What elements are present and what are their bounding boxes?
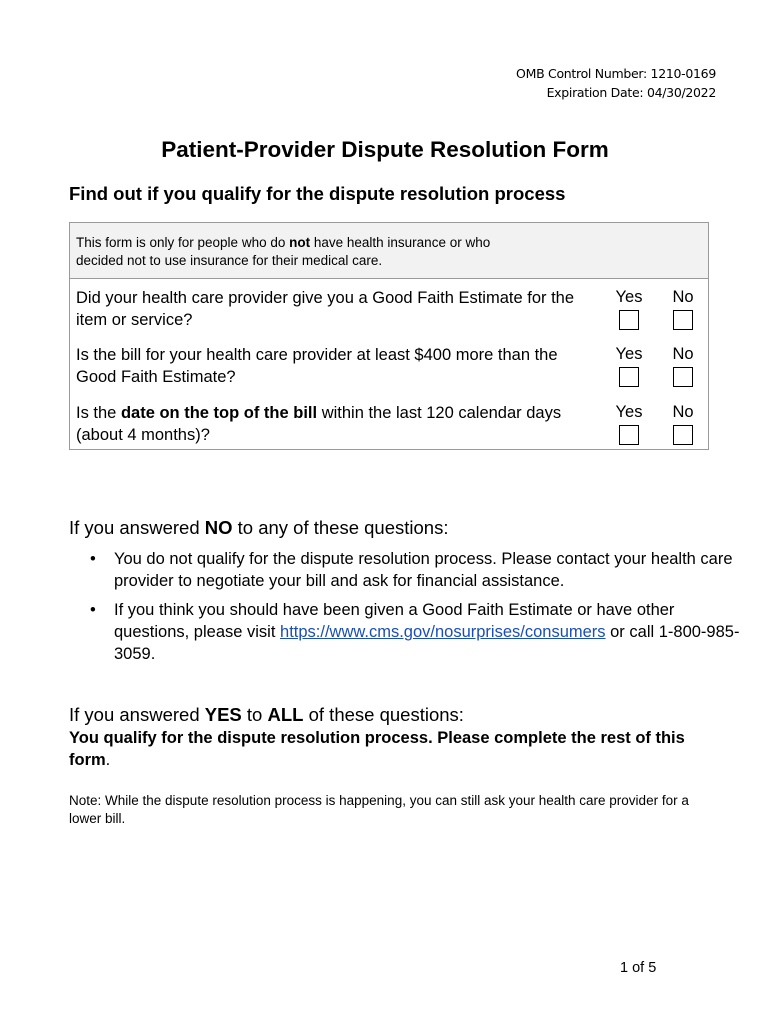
question-text: Is the bill for your health care provider at least $400 more than the Good Faith Estimate?: [76, 346, 558, 386]
eligibility-questions-table: [69, 222, 709, 450]
yes-checkbox[interactable]: [619, 367, 639, 387]
qualify-statement: You qualify for the dispute resolution process. Please complete the rest of this form.: [69, 729, 685, 769]
no-label: No: [672, 288, 694, 306]
yes-checkbox[interactable]: [619, 310, 639, 330]
no-option: [663, 286, 703, 330]
question-emphasis: date on the top of the bill: [120, 404, 318, 422]
question-row-bill-date: [70, 395, 708, 453]
no-checkbox[interactable]: [673, 367, 693, 387]
question-text: Did your health care provider give you a Good Faith Estimate for the item or service?: [76, 289, 575, 329]
no-label: No: [672, 345, 694, 363]
page-title: Patient-Provider Dispute Resolution Form: [161, 137, 609, 162]
yes-label: Yes: [615, 403, 643, 421]
notice-emphasis: not: [289, 235, 311, 250]
question-row-bill-amount: [70, 337, 708, 395]
page-number: 1 of 5: [620, 960, 657, 976]
yes-option: [609, 343, 649, 387]
omb-info: [516, 64, 716, 102]
yes-option: [609, 401, 649, 445]
page-subtitle: Find out if you qualify for the dispute resolution process: [69, 183, 566, 204]
no-option: [663, 401, 703, 445]
question-text: Is the date on the top of the bill within the last 120 calendar days (about 4 months)?: [76, 404, 562, 444]
omb-control-number: OMB Control Number: 1210-0169: [516, 66, 716, 81]
yes-option: [609, 286, 649, 330]
yes-label: Yes: [615, 288, 643, 306]
expiration-date: Expiration Date: 04/30/2022: [546, 85, 716, 100]
question-row-good-faith-estimate: [70, 280, 708, 338]
no-option: [663, 343, 703, 387]
no-answer-heading: If you answered NO to any of these questions:: [69, 517, 449, 538]
eligibility-notice: This form is only for people who do not have health insurance or who decided not to use insurance for their medical care.: [70, 223, 708, 279]
consumers-link[interactable]: https://www.cms.gov/nosurprises/consumers: [280, 623, 606, 641]
yes-checkbox[interactable]: [619, 425, 639, 445]
no-label: No: [672, 403, 694, 421]
yes-label: Yes: [615, 345, 643, 363]
no-answer-list: [69, 548, 754, 672]
yes-answer-heading: If you answered YES to ALL of these questions:: [69, 704, 464, 725]
process-note: Note: While the dispute resolution process is happening, you can still ask your health care provider for a lower bill.: [69, 793, 689, 826]
no-checkbox[interactable]: [673, 425, 693, 445]
no-checkbox[interactable]: [673, 310, 693, 330]
list-item: • You do not qualify for the dispute resolution process. Please contact your health care provider to negotiate your bill and ask for financial assistance.: [114, 548, 754, 592]
list-item: • If you think you should have been given a Good Faith Estimate or have other questions, please visit https://www.cms.gov/nosurprises/consumers or call 1-800-985-3059.: [114, 599, 754, 665]
